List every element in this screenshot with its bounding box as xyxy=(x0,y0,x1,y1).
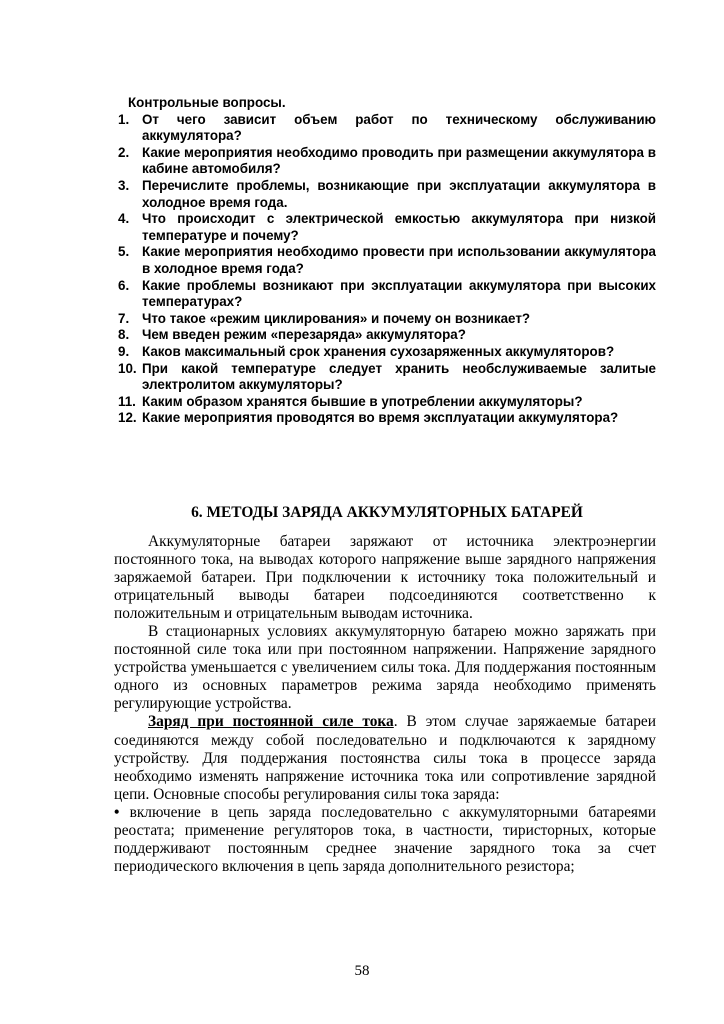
question-number: 5. xyxy=(118,244,130,260)
question-text: При какой температуре следует хранить необслуживаемые залитые электролитом аккумуляторы? xyxy=(142,360,656,393)
question-number: 10. xyxy=(118,360,137,376)
question-text: Какие мероприятия необходимо провести при использовании аккумулятора в холодное время года? xyxy=(142,244,656,276)
page-number: 58 xyxy=(354,963,370,979)
question-text: Перечислите проблемы, возникающие при эксплуатации аккумулятора в холодное время года. xyxy=(142,177,656,210)
question-item xyxy=(118,178,656,211)
bullet-text: включение в цепь заряда последовательно с аккумуляторными батареями реостата; применение регуляторов тока, в частности, тиристорных, которые поддерживают постоянным среднее значение зарядного тока за счет периодического включения в цепь заряда дополнительного резистора; xyxy=(114,803,656,875)
paragraph-text: . В этом случае заряжаемые батареи соединяются между собой последовательно и подключаются к зарядному устройству. Для поддержания постоянства силы тока в процессе заряда необходимо изменять напряжение источника тока или сопротивление зарядной цепи. Основные способы регулирования силы тока заряда: xyxy=(114,713,656,803)
question-number: 4. xyxy=(118,211,130,227)
question-text: Каким образом хранятся бывшие в употреблении аккумуляторы? xyxy=(142,393,583,409)
bullet-icon: • xyxy=(114,803,120,821)
question-number: 9. xyxy=(118,343,130,359)
question-item xyxy=(118,211,656,244)
question-text: Каков максимальный срок хранения сухозаряженных аккумуляторов? xyxy=(142,343,615,359)
questions-title: Контрольные вопросы. xyxy=(128,95,286,110)
questions-list xyxy=(118,112,656,427)
question-text: Что происходит с электрической емкостью аккумулятора при низкой температуре и почему? xyxy=(142,211,656,243)
question-number: 8. xyxy=(118,327,130,343)
question-item xyxy=(118,410,656,427)
question-text: Чем введен режим «перезаряда» аккумулятора? xyxy=(142,327,466,343)
question-item xyxy=(118,145,656,178)
question-number: 11. xyxy=(118,393,136,409)
question-number: 7. xyxy=(118,310,130,326)
question-item xyxy=(118,344,656,361)
question-number: 6. xyxy=(118,277,130,293)
question-item xyxy=(118,361,656,394)
paragraph xyxy=(114,713,656,803)
question-item xyxy=(118,244,656,277)
question-number: 3. xyxy=(118,177,130,193)
question-item xyxy=(118,278,656,311)
question-number: 12. xyxy=(118,410,137,426)
question-text: Какие мероприятия проводятся во время эксплуатации аккумулятора? xyxy=(142,410,619,426)
bullet-item xyxy=(114,804,656,876)
question-number: 2. xyxy=(118,144,130,160)
question-item xyxy=(118,327,656,344)
term-heading: Заряд при постоянной силе тока xyxy=(148,713,394,731)
question-number: 1. xyxy=(118,111,130,127)
question-text: Что такое «режим циклирования» и почему он возникает? xyxy=(142,310,531,326)
paragraph: Аккумуляторные батареи заряжают от источника электроэнергии постоянного тока, на выводах которого напряжение выше зарядного напряжения заряжаемой батареи. При подключении к источнику тока положительный и отрицательный выводы батареи подсоединяются соответственно к положительным и отрицательным выводам источника. xyxy=(114,533,656,623)
paragraph: В стационарных условиях аккумуляторную батарею можно заряжать при постоянной силе тока или при постоянном напряжении. Напряжение зарядного устройства уменьшается с увеличением силы тока. Для поддержания постоянным одного из основных параметров режима заряда необходимо применять регулирующие устройства. xyxy=(114,623,656,713)
question-text: От чего зависит объем работ по техническому обслуживанию аккумулятора? xyxy=(142,111,656,144)
body-text xyxy=(114,533,656,876)
question-text: Какие проблемы возникают при эксплуатации аккумулятора при высоких температурах? xyxy=(142,277,656,310)
question-item xyxy=(118,394,656,411)
control-questions xyxy=(118,95,656,427)
question-text: Какие мероприятия необходимо проводить при размещении аккумулятора в кабине автомобиля? xyxy=(142,144,656,177)
question-item xyxy=(118,112,656,145)
section-heading: 6. МЕТОДЫ ЗАРЯДА АККУМУЛЯТОРНЫХ БАТАРЕЙ xyxy=(191,504,583,521)
question-item xyxy=(118,311,656,328)
